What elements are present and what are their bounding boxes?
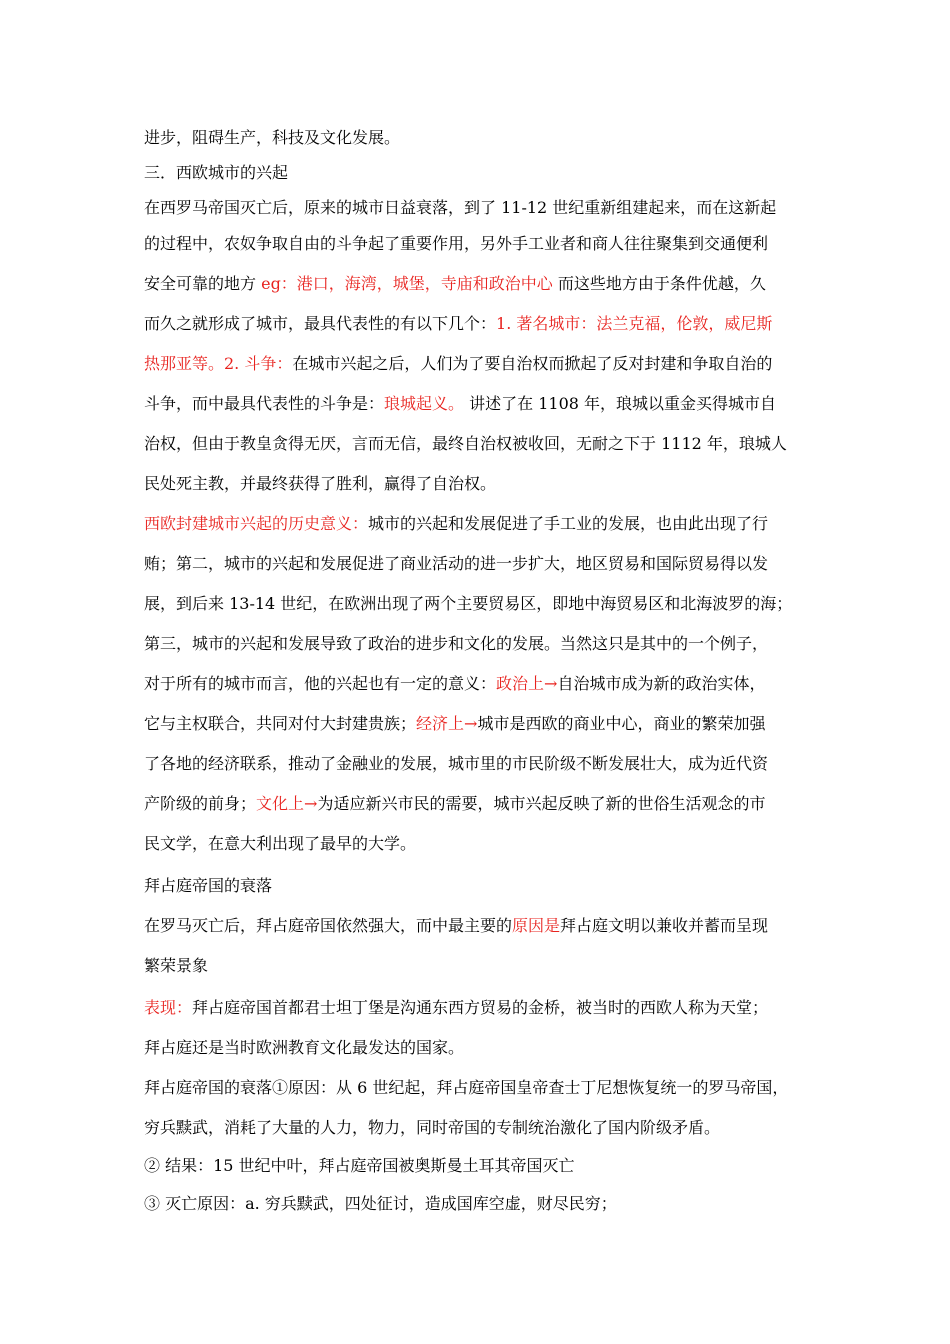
body-text: 三．西欧城市的兴起 [144,163,289,182]
text-line [144,274,766,294]
text-line [144,1156,575,1176]
text-line [144,394,776,414]
body-text: 安全可靠的地方 [144,274,262,293]
body-text: ② 结果：15 世纪中叶，拜占庭帝国被奥斯曼土耳其帝国灭亡 [144,1156,575,1175]
body-text: 城市的兴起和发展促进了手工业的发展，也由此出现了行 [368,514,769,533]
body-text: 拜占庭文明以兼收并蓄而呈现 [560,916,769,935]
text-line [144,876,272,896]
body-text: 在城市兴起之后，人们为了要自治权而掀起了反对封建和争取自治的 [292,354,773,373]
highlighted-text: 热那亚等。2. 斗争： [144,354,293,373]
body-text: 拜占庭帝国的衰落①原因：从 6 世纪起，拜占庭帝国皇帝查士丁尼想恢复统一的罗马帝国， [144,1078,789,1097]
body-text: 民处死主教，并最终获得了胜利，赢得了自治权。 [144,474,497,493]
text-line [144,998,768,1018]
body-text: 穷兵黩武，消耗了大量的人力，物力，同时帝国的专制统治激化了国内阶级矛盾。 [144,1118,721,1137]
highlighted-text: 文化上→ [256,794,318,813]
body-text: 而久之就形成了城市，最具代表性的有以下几个： [144,314,497,333]
text-line [144,956,208,976]
body-text: 在罗马灭亡后，拜占庭帝国依然强大，而中最主要的 [144,916,513,935]
body-text: 展，到后来 13-14 世纪，在欧洲出现了两个主要贸易区，即地中海贸易区和北海波罗的海； [144,594,793,613]
body-text: 民文学，在意大利出现了最早的大学。 [144,834,417,853]
body-text: 自治城市成为新的政治实体， [557,674,766,693]
body-text: 而这些地方由于条件优越，久 [552,274,766,293]
highlighted-text: 政治上→ [496,674,558,693]
highlighted-text: 西欧封建城市兴起的历史意义： [144,514,369,533]
text-line [144,354,772,374]
text-line [144,594,792,614]
text-line [144,514,768,534]
body-text: 拜占庭还是当时欧洲教育文化最发达的国家。 [144,1038,465,1057]
body-text: 它与主权联合，共同对付大封建贵族； [144,714,417,733]
text-line [144,834,416,854]
text-line [144,234,768,254]
body-text: 拜占庭帝国的衰落 [144,876,273,895]
body-text: 贿；第二，城市的兴起和发展促进了商业活动的进一步扩大，地区贸易和国际贸易得以发 [144,554,769,573]
body-text: 城市是西欧的商业中心，商业的繁荣加强 [477,714,766,733]
highlighted-text: 经济上→ [416,714,478,733]
text-line [144,754,768,774]
text-line [144,163,288,183]
body-text: 讲述了在 1108 年，琅城以重金买得城市自 [464,394,777,413]
highlighted-text: 琅城起义。 [384,394,465,413]
body-text: 在西罗马帝国灭亡后，原来的城市日益衰落，到了 11-12 世纪重新组建起来，而在这新起 [144,198,777,217]
text-line [144,434,787,454]
text-line [144,128,400,148]
body-text: ③ 灭亡原因：a. 穷兵黩武，四处征讨，造成国库空虚，财尽民穷； [144,1194,617,1213]
text-line [144,314,772,334]
text-line [144,1078,788,1098]
body-text: 对于所有的城市而言，他的兴起也有一定的意义： [144,674,497,693]
body-text: 第三，城市的兴起和发展导致了政治的进步和文化的发展。当然这只是其中的一个例子， [144,634,769,653]
body-text: 的过程中，农奴争取自由的斗争起了重要作用，另外手工业者和商人往往聚集到交通便利 [144,234,769,253]
body-text: 繁荣景象 [144,956,209,975]
body-text: 产阶级的前身； [144,794,257,813]
text-line [144,714,765,734]
text-line [144,916,768,936]
text-line [144,794,765,814]
body-text: 拜占庭帝国首都君士坦丁堡是沟通东西方贸易的金桥，被当时的西欧人称为天堂； [192,998,769,1017]
highlighted-text: eg：港口，海湾，城堡，寺庙和政治中心 [261,274,553,293]
body-text: 了各地的经济联系，推动了金融业的发展，城市里的市民阶级不断发展壮大，成为近代资 [144,754,769,773]
text-line [144,634,768,654]
highlighted-text: 表现： [144,998,193,1017]
highlighted-text: 1. 著名城市：法兰克福，伦敦，威尼斯 [496,314,773,333]
body-text: 斗争，而中最具代表性的斗争是： [144,394,385,413]
text-line [144,198,776,218]
text-line [144,1038,464,1058]
body-text: 为适应新兴市民的需要，城市兴起反映了新的世俗生活观念的市 [317,794,766,813]
text-line [144,1118,720,1138]
body-text: 进步，阻碍生产，科技及文化发展。 [144,128,401,147]
text-line [144,1194,617,1214]
body-text: 治权，但由于教皇贪得无厌，言而无信，最终自治权被收回，无耐之下于 1112 年，琅城人 [144,434,787,453]
text-line [144,674,765,694]
highlighted-text: 原因是 [512,916,561,935]
text-line [144,474,496,494]
text-line [144,554,768,574]
